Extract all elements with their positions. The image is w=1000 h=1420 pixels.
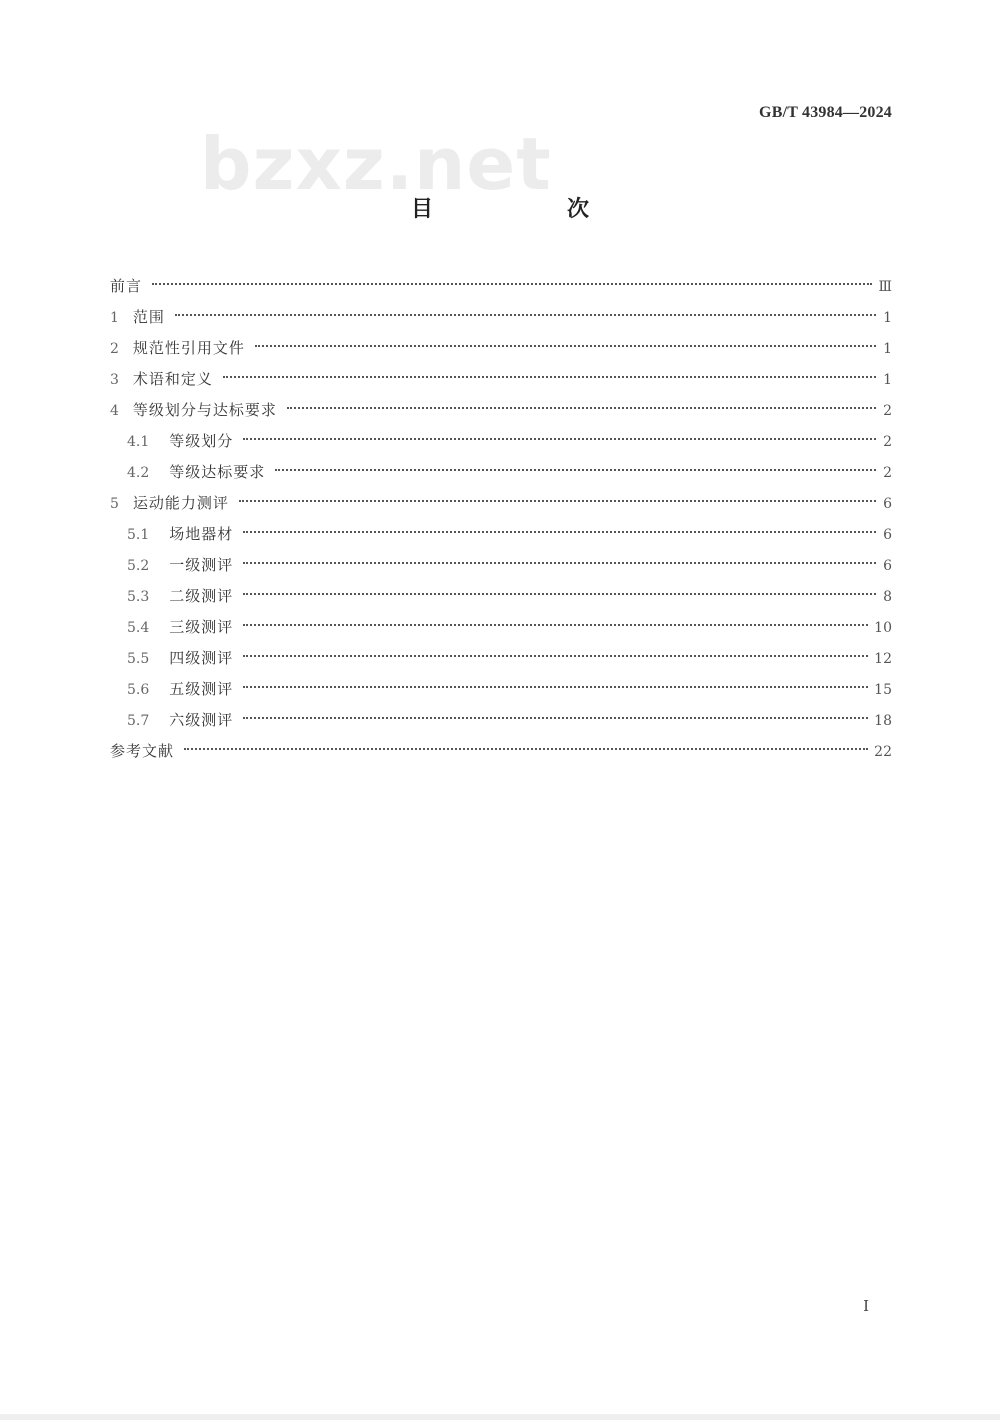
- toc-entry-page: 12: [874, 651, 892, 667]
- toc-entry-label: 等级达标要求: [169, 463, 266, 481]
- toc-leader-dots: [243, 655, 868, 657]
- toc-leader-dots: [243, 717, 868, 719]
- toc-entry-number: 1: [110, 310, 119, 326]
- toc-entry-label: 六级测评: [169, 711, 234, 729]
- toc-entry-number: 4: [110, 403, 119, 419]
- toc-entry-label: 三级测评: [169, 618, 234, 636]
- toc-entry-page: 2: [883, 403, 892, 419]
- toc-entry[interactable]: [110, 519, 892, 550]
- toc-entry-number: 3: [110, 372, 119, 388]
- toc-entry-page: 6: [883, 496, 892, 512]
- toc-entry-page: 10: [874, 620, 892, 636]
- toc-entry-page: 18: [874, 713, 892, 729]
- toc-leader-dots: [184, 748, 868, 750]
- toc-entry-page: 6: [883, 558, 892, 574]
- toc-entry-label: 范围: [132, 308, 165, 326]
- toc-entry-page: 1: [883, 310, 892, 326]
- toc-entry-number: 5.7: [127, 713, 150, 729]
- toc-leader-dots: [243, 562, 876, 564]
- toc-leader-dots: [287, 407, 876, 409]
- toc-entry[interactable]: [110, 426, 892, 457]
- toc-entry-number: 2: [110, 341, 119, 357]
- toc-entry-label: 四级测评: [169, 649, 234, 667]
- toc-entry[interactable]: [110, 457, 892, 488]
- toc-entry-label: 等级划分: [169, 432, 234, 450]
- toc-leader-dots: [223, 376, 876, 378]
- toc-entry[interactable]: [110, 643, 892, 674]
- toc-entry-number: 5.5: [127, 651, 150, 667]
- page-title: 目 次: [410, 197, 645, 222]
- toc-entry-label: 规范性引用文件: [132, 339, 245, 357]
- toc-entry-page: 22: [874, 744, 892, 760]
- toc-entry-label: 五级测评: [169, 680, 234, 698]
- toc-entry-number: 5.2: [127, 558, 150, 574]
- toc-entry-label: 术语和定义: [132, 370, 213, 388]
- toc-entry-number: 5: [110, 496, 119, 512]
- toc-entry[interactable]: [110, 271, 892, 302]
- toc-leader-dots: [243, 593, 876, 595]
- toc-leader-dots: [175, 314, 876, 316]
- toc-entry[interactable]: [110, 488, 892, 519]
- toc-entry[interactable]: [110, 581, 892, 612]
- toc-entry-page: 15: [874, 682, 892, 698]
- watermark: bzxz.net: [200, 122, 552, 206]
- toc-leader-dots: [152, 283, 872, 285]
- toc-leader-dots: [255, 345, 876, 347]
- toc-entry-label: 场地器材: [169, 525, 234, 543]
- page-edge: [0, 1414, 1000, 1420]
- toc-entry-page: 1: [883, 372, 892, 388]
- toc-entry-number: 5.6: [127, 682, 150, 698]
- toc-entry-label: 等级划分与达标要求: [132, 401, 277, 419]
- toc-entry-label: 前言: [110, 277, 143, 295]
- toc-leader-dots: [243, 686, 868, 688]
- toc-entry[interactable]: [110, 736, 892, 767]
- toc-entry-label: 参考文献: [110, 742, 175, 760]
- toc-entry-page: 6: [883, 527, 892, 543]
- toc-entry[interactable]: [110, 612, 892, 643]
- toc-entry-number: 5.1: [127, 527, 150, 543]
- toc-entry-label: 运动能力测评: [132, 494, 229, 512]
- toc-entry-page: Ⅲ: [878, 279, 892, 295]
- standard-code: GB/T 43984—2024: [759, 104, 892, 121]
- toc-entry[interactable]: [110, 302, 892, 333]
- toc-entry-page: 1: [883, 341, 892, 357]
- toc-leader-dots: [243, 531, 876, 533]
- toc-entry[interactable]: [110, 705, 892, 736]
- toc-leader-dots: [243, 624, 868, 626]
- toc-entry-page: 2: [883, 465, 892, 481]
- toc-entry[interactable]: [110, 674, 892, 705]
- toc-leader-dots: [243, 438, 876, 440]
- toc-entry[interactable]: [110, 395, 892, 426]
- toc-entry-number: 4.1: [127, 434, 150, 450]
- table-of-contents: [110, 271, 892, 767]
- toc-entry-label: 二级测评: [169, 587, 234, 605]
- toc-entry[interactable]: [110, 550, 892, 581]
- toc-entry-number: 4.2: [127, 465, 150, 481]
- page-number: I: [863, 1297, 869, 1315]
- toc-leader-dots: [275, 469, 876, 471]
- toc-entry-number: 5.3: [127, 589, 150, 605]
- toc-entry-page: 2: [883, 434, 892, 450]
- toc-entry-label: 一级测评: [169, 556, 234, 574]
- toc-entry[interactable]: [110, 333, 892, 364]
- toc-leader-dots: [239, 500, 876, 502]
- toc-entry-number: 5.4: [127, 620, 150, 636]
- toc-entry[interactable]: [110, 364, 892, 395]
- toc-entry-page: 8: [883, 589, 892, 605]
